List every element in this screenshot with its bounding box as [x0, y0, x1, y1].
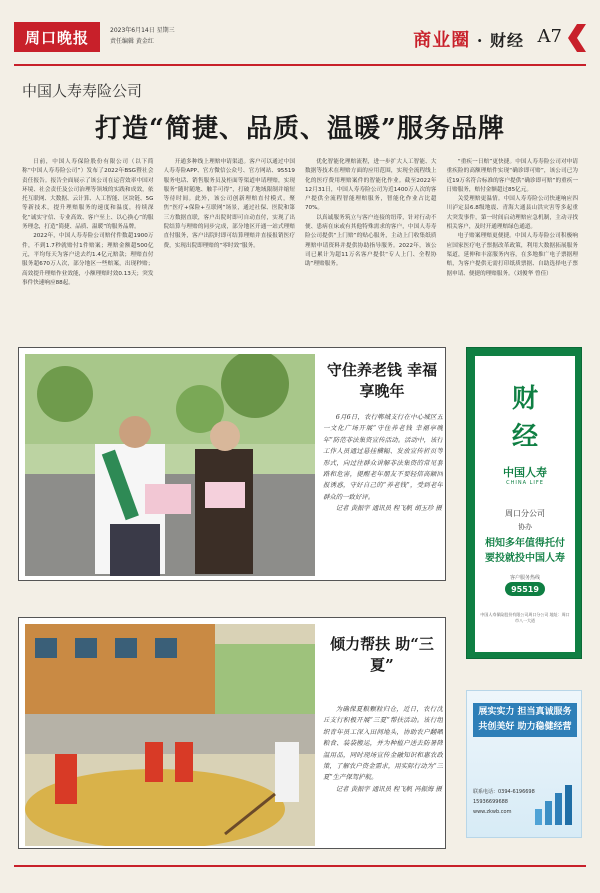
feature-text-2: 为确保夏粮颗粒归仓，近日，农行沈丘支行积极开展“三夏”帮扶活动。该行组织青年员工深入田间地头，协助农户翻晒粮食、装袋搬运，并为种植户送去防暑降温用品，同时现场宣传金融知识和惠农政策，了解农户资金需求，用实际行动为“三夏”生产保驾护航。 [323, 705, 443, 782]
section-category: 财经 [489, 31, 524, 50]
article-paragraph: “重疾一日赔”更快捷。中国人寿寿险公司对申请重疾险的高额理赔件实现“确诊即可赔”，该公司已为近19万名符合标准的客户提供“确诊即可赔”的重疾一日赔服务，赔付金额超过85亿元。 [446, 159, 578, 193]
feature-body-1 [323, 412, 443, 562]
feature-title-1: 守住养老钱 幸福享晚年 [326, 361, 438, 400]
ad2-title: 展实实力 担当真诚服务 共创美好 助力稳健经营 [473, 703, 577, 737]
editor-credit: 责任编辑 黄金红 [110, 38, 154, 45]
ad-heading-char-2: 经 [511, 422, 538, 452]
article-paragraph: 优化智能化理赔流程，进一步扩大人工智能、大数据等技术在理赔方面的应用范围，实现全流程线上化的医疗费用理赔案件的智能化作业。截至2022年12月31日，中国人寿寿险公司为近1400万人次的客户提供全流程智能理赔服务，智能化作业占比超70%。 [305, 159, 437, 212]
feature-byline-1: 记者 黄振宇 通讯员 程飞帆 胡玉珍 摄 [335, 504, 442, 513]
hotline-number: 95519 [505, 582, 545, 596]
ad-sponsor: 协办 [518, 523, 532, 531]
article-column-3 [305, 158, 437, 354]
chevron-left-icon [568, 24, 586, 52]
article-column-1 [22, 158, 154, 354]
page-number: A7 [537, 26, 562, 47]
feature-photo-1 [25, 354, 315, 576]
china-life-advertisement [466, 347, 582, 659]
article-headline: 打造“简捷、品质、温暖”服务品牌 [95, 114, 505, 144]
hotline-label: 客户服务热线 [509, 575, 540, 581]
feature-photo-2 [25, 624, 315, 846]
article-body [22, 158, 578, 354]
ad2-phone-1: 联系电话：0394-6196698 [473, 789, 535, 795]
ad-slogan-line-2: 要投就投中国人寿 [485, 553, 565, 564]
article-paragraph: 2022年，中国人寿寿险公司赔付件数超1900万件，不到1.7秒就赔付1件赔案；理赔金额超500亿元，平均每天为客户送去约1.4亿元赔款；理赔直付服务超670万人次，部分地区一些赔案，出现秒赔；高效提升理赔作业效能，小额理赔时效0.13天；突发事件快速响应88起。 [22, 233, 154, 286]
masthead [14, 22, 586, 62]
ad-heading-char-1: 财 [511, 384, 538, 414]
article-paragraph: 以真诚服务筑立与客户连接的纽带，针对行动不便、患病在床或有其他特殊需求的客户，中国人寿寿险公司提供“上门赔”的贴心服务，主动上门收集纸质理赔申请资料并提供协助指导服务。2022年，该公司已累计为超11万名客户提供“专人上门、全程协助”理赔服务。 [305, 214, 437, 268]
logo-en: CHINA LIFE [506, 480, 544, 486]
ad-branch: 周口分公司 [505, 509, 545, 518]
feature-story-1 [18, 347, 446, 581]
newspaper-advertisement [466, 690, 582, 838]
article-paragraph: 电子赔案理赔更便捷。中国人寿寿险公司积极响应国家医疗电子票据改革政策，利用大数据拓展服务渠道，延伸和丰富服务内容，在多地推广电子票据理赔，为客户提供无需打印纸质票据、自助选择电子票据申请、便捷的理赔服务。（刘俊华 曾佳） [446, 233, 578, 277]
ad-slogan-line-1: 相知多年值得托付 [485, 538, 565, 549]
article-paragraph: 开通多种线上理赔申请渠道。客户可以通过中国人寿寿险APP、官方微信公众号、官方网站、95519服务电话、销售服务员及柜面等渠道申请理赔，实现服务“随时随地、触手可得”，打破了地域限制并缩短等待时间。此外，该公司创新理赔直付模式，聚焦“医疗+保险+互联网”场景，通过社保、医院和第三方数据直联，客户出院时即可自动直付，实现了出院结算与理赔的同步完成，部分地区开通一站式理赔直付服务，客户出院时即可结算理赔并直接报销医疗费，实现出院即理赔的“零时效”服务。 [163, 159, 295, 249]
masthead-divider [14, 64, 586, 66]
masthead-meta [110, 25, 175, 47]
ad2-site: www.zkwb.com [473, 809, 512, 815]
feature-story-2 [18, 617, 446, 849]
feature-body-2 [323, 704, 443, 840]
article-paragraph: 日前，中国人寿保险股份有限公司（以下简称“中国人寿寿险公司”）发布了2022年BSG暨社会责任报告。报告全面展示了该公司在运营效率中国对环境、社会责任及公司治理等领域的实践和成效，依托互联网、大数据、云计算、人工智能、区块链、5G等新技术，提升理赔服务的速度和温度，持续深化“诚实守信、专业高效、客户至上、以心换心”的服务理念，打造“简捷、品质、温暖”的服务品牌。 [22, 159, 154, 231]
feature-byline-2: 记者 黄振宇 通讯员 程飞帆 冯振海 摄 [335, 784, 442, 793]
newspaper-logo: 周口晚报 [14, 22, 100, 52]
feature-title-2: 倾力帮扶 助“三夏” [330, 635, 434, 674]
section-name: 商业圈 [413, 30, 471, 51]
page-bottom-divider [14, 865, 586, 867]
article-column-2 [164, 158, 296, 354]
article-paragraph: 关爱理赔更温情。中国人寿寿险公司快速响应四川泸定县6.8级地震、青海大通县山洪灾害等多起重大突发事件，第一时间启动理赔应急机制，主动寻找相关客户，及时开通理赔绿色通道。 [446, 196, 578, 231]
ad-footer-text: 中国人寿保险股份有限公司周口分公司 地址：周口市八一大道 [480, 612, 570, 623]
ad-slogan [475, 536, 575, 566]
logo-cn: 中国人寿 [503, 466, 547, 479]
article-column-4 [447, 158, 579, 354]
feature-text-1: 6月6日，农行郸城支行在中心城区五一文化广场开展“守住养老钱 幸福享晚年”防范非法集资宣传活动。活动中，该行工作人员通过悬挂横幅、发放宣传折页等形式，向过往群众讲解非法集资的常见套路和危害，提醒老年朋友不要轻信高额回报诱惑，守好自己的“养老钱”，受到老年群众的一致好评。 [323, 413, 443, 501]
article-kicker: 中国人寿寿险公司 [22, 82, 143, 100]
ad2-phone-2: 15936699688 [473, 799, 508, 805]
ad-panel [475, 356, 575, 652]
section-title: 商业圈 · 财经 [413, 30, 524, 51]
issue-date: 2023年6月14日 星期三 [110, 27, 175, 34]
growth-bars-icon [533, 781, 573, 825]
china-life-logo [487, 464, 563, 498]
